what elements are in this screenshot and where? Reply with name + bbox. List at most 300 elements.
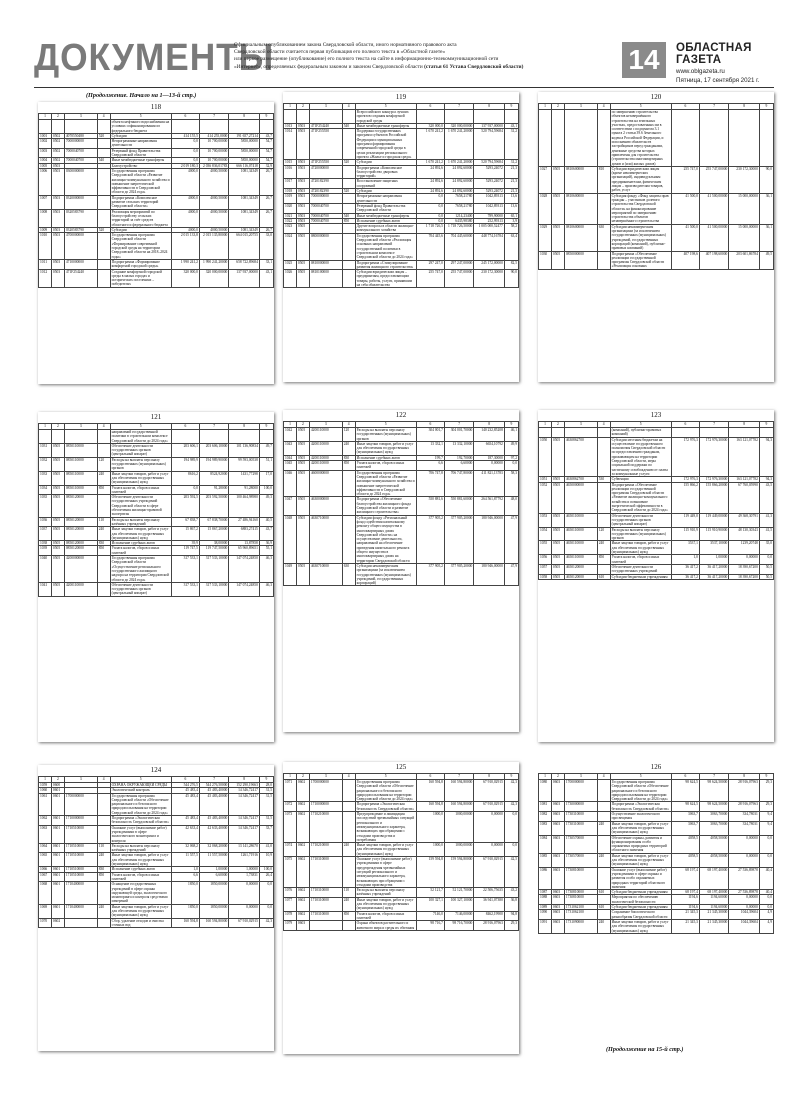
table-cell: 120: [97, 457, 110, 471]
table-cell: 240: [97, 904, 110, 918]
table-cell: 32 068,20000: [199, 843, 228, 853]
table-cell: 13 332,1: [416, 441, 444, 455]
table-cell: 377 905,2: [416, 515, 444, 563]
table-cell: 0505: [296, 461, 309, 471]
table-cell: 1073: [284, 812, 297, 843]
column-header: 5: [110, 424, 171, 430]
table-row: [284, 470, 519, 497]
column-header: 4: [597, 774, 610, 780]
table-cell: 10 700,00000: [199, 148, 228, 158]
table-row: [39, 918, 274, 928]
table-cell: 1431,77298: [229, 471, 260, 485]
table-cell: Расходы на выплаты персоналу государственных (муниципальных) органов: [610, 527, 671, 541]
table-cell: 7000040700: [309, 213, 342, 218]
table-cell: [597, 835, 610, 853]
table-cell: Субсидии юридическим лицам (кроме некоммерческих организаций), индивидуальным предпринимателям, физическим лицам – производителям товаров, работ, услуг: [610, 166, 671, 193]
table-cell: 6435,98380: [444, 218, 473, 223]
table-cell: Иные закупки товаров, работ и услуг для обеспечения государственных (муниципальных) нужд: [610, 541, 671, 555]
table-cell: Подпрограмма «Комплексное благоустройство дворовых территорий»: [355, 165, 416, 179]
table-cell: 471F254240: [64, 269, 97, 287]
table-cell: [97, 269, 110, 287]
table-cell: 1045: [284, 461, 297, 471]
table-cell: 264 561,87792: [474, 497, 505, 515]
table-cell: Иные закупки товаров, работ и услуг для обеспечения государственных (муниципальных) нужд: [610, 821, 671, 835]
table-row: [539, 867, 774, 889]
table-row: [284, 233, 519, 260]
table-cell: 1029: [539, 224, 552, 251]
column-header: 3: [564, 774, 597, 780]
table-cell: 448 774,16784: [474, 233, 505, 260]
table-cell: Подпрограмма «Обеспечение реализации государственной программы Свердловской области «Реализация основных: [610, 251, 671, 269]
table-cell: 31,2: [504, 160, 518, 165]
table-cell: 4630862700: [564, 437, 597, 477]
table-cell: 1730000000: [564, 802, 597, 812]
table-cell: 0,00000: [729, 555, 760, 565]
table-row: [539, 437, 774, 477]
table-cell: 1057: [539, 564, 552, 574]
table-cell: 0602: [51, 918, 64, 928]
table-cell: [474, 110, 505, 124]
column-header: 7: [699, 104, 728, 110]
table-cell: 7000000000: [309, 194, 342, 204]
table-cell: 2 036 836,01783: [199, 163, 228, 168]
table-cell: Расходы на выплаты персоналу казённых учреждений: [355, 888, 416, 898]
table-cell: Подпрограмма «Экологическая безопасность Свердловской области»: [355, 802, 416, 812]
table-cell: 0503: [296, 123, 309, 128]
table-row: [39, 527, 274, 541]
table-cell: 0503: [51, 233, 64, 260]
sheet-number: 119: [395, 93, 407, 101]
table-row: [539, 541, 774, 555]
table-cell: 0,00000: [729, 835, 760, 853]
budget-table: [283, 421, 519, 586]
table-cell: 1013: [284, 123, 297, 128]
table-row: [539, 166, 774, 193]
table-cell: 0505: [51, 582, 64, 596]
table-cell: 1041: [39, 582, 52, 596]
table-cell: 320 000,0: [416, 123, 444, 128]
table-cell: 1730810000: [564, 867, 597, 889]
table-cell: 1052: [539, 482, 552, 513]
table-cell: Подпрограмма «Обеспечение благоустройства жилищного фонда Свердловской области и развитие жилищного строительства»: [355, 497, 416, 515]
table-cell: 317 533,10000: [199, 556, 228, 583]
table-cell: 3063,70000: [699, 812, 728, 822]
table-cell: 7000040700: [309, 203, 342, 213]
table-cell: 4630710000: [309, 515, 342, 563]
table-cell: 47,9: [504, 515, 518, 563]
table-cell: Расходы на выплаты персоналу государственных (муниципальных) органов: [110, 457, 171, 471]
table-cell: [97, 148, 110, 158]
table-cell: 240: [597, 821, 610, 835]
table-cell: [171, 430, 199, 444]
table-cell: 1059: [39, 783, 52, 788]
sheet-number: 124: [150, 766, 162, 774]
table-cell: 304 001,70000: [444, 428, 473, 442]
table-cell: [284, 110, 297, 124]
column-header: 2: [551, 104, 564, 110]
table-cell: 137 937,00000: [474, 123, 505, 128]
table-row: [39, 882, 274, 904]
table-cell: 4600000000: [309, 470, 342, 497]
table-row: [284, 911, 519, 921]
table-cell: 8462,19900: [474, 911, 505, 921]
table-cell: 4650120000: [564, 574, 597, 579]
sheet-number: 123: [650, 411, 662, 419]
column-header: 5: [610, 774, 671, 780]
table-cell: 377 905,20000: [444, 515, 473, 563]
column-header: 6: [171, 114, 199, 120]
column-header: 2: [51, 424, 64, 430]
table-cell: 550 881,60000: [444, 497, 473, 515]
column-header: 4: [97, 777, 110, 783]
table-cell: 1028: [539, 193, 552, 224]
table-cell: 160 594,80000: [444, 780, 473, 802]
table-cell: 0300000000: [64, 168, 97, 195]
table-cell: [97, 233, 110, 260]
table-cell: 15 000,00000: [729, 224, 760, 251]
table-row: [284, 270, 519, 288]
table-cell: 0,0: [759, 853, 773, 867]
table-cell: 1194,6: [671, 905, 699, 910]
table-cell: 0,00000: [229, 882, 260, 904]
table-cell: 0601: [51, 872, 64, 882]
table-cell: 192,70000: [444, 455, 473, 460]
table-cell: [729, 428, 760, 438]
table-cell: 3063,70000: [699, 821, 728, 835]
table-cell: 0,00000: [729, 905, 760, 910]
table-cell: Сохранение биологического разнообразия Свердловской области: [610, 910, 671, 920]
table-cell: 610: [597, 890, 610, 895]
table-row: [284, 179, 519, 189]
table-cell: 4000,50000: [199, 168, 228, 195]
table-cell: Другие вопросы в области жилищно-коммунального хозяйства: [355, 224, 416, 234]
table-cell: 240: [97, 527, 110, 541]
table-cell: 36 417,2: [671, 574, 699, 579]
table-cell: 0503: [51, 163, 64, 168]
table-cell: Субсидии некоммерческим организациям (за исключением государственных (муниципальных) учреждений, государственных корпораций (компаний), публично-правовых компаний): [610, 224, 671, 251]
table-cell: Подпрограмма «Формирование комфортной городской среды»: [110, 259, 171, 269]
table-row: [539, 428, 774, 438]
table-cell: 31,5: [259, 793, 273, 815]
table-cell: 0601: [51, 853, 64, 867]
table-row: [39, 904, 274, 918]
table-cell: Государственная программа Свердловской области «Реализация основных направлений государственной политики в строительном комплексе Свердловской области до 2024 года»: [355, 233, 416, 260]
table-cell: 9,4: [759, 821, 773, 835]
table-row: [39, 195, 274, 209]
table-cell: 317 533,10000: [199, 582, 228, 596]
table-cell: 245 172,00000: [474, 260, 505, 270]
table-cell: [342, 470, 355, 497]
table-cell: 1022: [284, 218, 297, 223]
table-cell: Иные закупки товаров, работ и услуг для обеспечения государственных (муниципальных) нужд: [610, 853, 671, 867]
table-row: [539, 890, 774, 895]
table-cell: [342, 110, 355, 124]
table-cell: 1031: [39, 443, 52, 457]
table-cell: 94,8: [504, 911, 518, 921]
column-header: 9: [759, 104, 773, 110]
column-header: 8: [729, 104, 760, 110]
table-cell: 14 346,72417: [229, 788, 260, 793]
table-row: [284, 203, 519, 213]
column-header: 4: [97, 424, 110, 430]
table-row: [539, 555, 774, 565]
table-cell: 7146,00000: [444, 911, 473, 921]
table-cell: 1033: [39, 471, 52, 485]
table-cell: 36 417,20000: [699, 574, 728, 579]
table-cell: [342, 921, 355, 931]
table-cell: 0,0: [416, 213, 444, 218]
table-cell: 6,6: [171, 872, 199, 882]
table-row: [39, 582, 274, 596]
table-cell: 0,0: [504, 812, 518, 843]
sheet-123: [538, 410, 774, 742]
table-row: [284, 194, 519, 204]
table-cell: 0505: [51, 527, 64, 541]
table-cell: 0505: [551, 193, 564, 224]
table-cell: 1037: [39, 527, 52, 541]
table-cell: 49,3: [259, 495, 273, 517]
table-cell: Исполнение судебных актов: [355, 218, 416, 223]
table-cell: 119 449,00000: [699, 513, 728, 527]
table-cell: 67 760,05990: [729, 482, 760, 513]
table-row: [539, 224, 774, 251]
table-cell: 172 976,3: [671, 437, 699, 477]
column-header: 1: [39, 114, 52, 120]
table-cell: 4000,0: [171, 209, 199, 227]
table-cell: 0505: [51, 471, 64, 485]
table-cell: объекта нефтяного водоснабжения на условиях софинансирования из федерального бюджета: [110, 120, 171, 134]
table-cell: Благоустройство: [110, 163, 171, 168]
table-cell: 1074: [284, 843, 297, 857]
table-cell: 0505: [551, 527, 564, 541]
sheet-120: [538, 92, 774, 382]
table-cell: 3063,7: [671, 812, 699, 822]
table-cell: 1 670 241,20000: [444, 160, 473, 165]
table-cell: 1000,0: [416, 812, 444, 843]
table-cell: 7146,0: [416, 911, 444, 921]
table-cell: 1076: [284, 888, 297, 898]
table-cell: Непрограммные направления деятельности: [110, 139, 171, 149]
table-cell: 13,87858: [229, 541, 260, 546]
table-cell: 13,6: [504, 194, 518, 204]
table-cell: 704 445,60000: [444, 233, 473, 260]
table-cell: 0810000000: [309, 260, 342, 270]
table-cell: 1700000000: [564, 780, 597, 802]
table-cell: 7658,21780: [444, 194, 473, 204]
table-cell: [671, 110, 699, 167]
table-cell: 1710400000: [64, 882, 97, 904]
table-cell: 203 601,86784: [729, 251, 760, 269]
table-row: [284, 461, 519, 471]
table-cell: 98 624,5: [671, 802, 699, 812]
table-cell: 1 005 000,52477: [474, 224, 505, 234]
page-number: 14: [622, 42, 666, 78]
table-cell: [416, 110, 444, 124]
table-cell: 1239,20748: [729, 541, 760, 555]
table-cell: 1 718 726,50000: [444, 224, 473, 234]
table-cell: Субсидии: [110, 133, 171, 138]
table-cell: 550 881,6: [416, 497, 444, 515]
column-header: 3: [564, 104, 597, 110]
table-cell: 4200110000: [309, 455, 342, 460]
table-cell: 1,00000: [229, 867, 260, 872]
table-cell: 18 390,67200: [729, 574, 760, 579]
table-cell: 33,1: [259, 259, 273, 269]
table-row: [539, 110, 774, 167]
table-cell: 1710310000: [309, 911, 342, 921]
table-cell: [564, 428, 597, 438]
table-cell: 230 172,30000: [729, 166, 760, 193]
column-header: 1: [284, 422, 297, 428]
table-cell: 13 141,28670: [229, 843, 260, 853]
table-cell: 0601: [51, 867, 64, 872]
table-cell: 52 121,70000: [444, 888, 473, 898]
table-cell: [342, 233, 355, 260]
table-cell: 0,00000: [229, 904, 260, 918]
table-cell: 240: [97, 853, 110, 867]
table-cell: 1019: [284, 194, 297, 204]
table-cell: [229, 430, 260, 444]
table-cell: 120: [342, 428, 355, 442]
table-cell: 41 500,00000: [699, 224, 728, 251]
table-cell: 0,0: [759, 835, 773, 853]
table-cell: 42,5: [504, 857, 518, 888]
table-cell: [229, 120, 260, 134]
table-cell: 0,0: [759, 905, 773, 910]
table-cell: 810: [597, 166, 610, 193]
table-cell: 49 368,30791: [729, 513, 760, 527]
column-header: 8: [474, 774, 505, 780]
table-cell: 3,9: [504, 218, 518, 223]
table-cell: 0505: [551, 541, 564, 555]
table-cell: 187,30000: [474, 455, 505, 460]
newspaper-masthead: [676, 42, 776, 84]
table-cell: 0603: [551, 867, 564, 889]
table-cell: 6654,10792: [474, 441, 505, 455]
column-header: 5: [110, 777, 171, 783]
table-cell: 0505: [551, 477, 564, 482]
table-cell: [671, 428, 699, 438]
column-header: 6: [171, 424, 199, 430]
column-header: 1: [39, 777, 52, 783]
table-cell: 407 198,60000: [699, 251, 728, 269]
table-cell: 377 905,2: [416, 563, 444, 585]
table-cell: 17,0: [259, 471, 273, 485]
table-cell: 31,2: [504, 129, 518, 160]
table-row: [284, 857, 519, 888]
table-cell: 43,2: [504, 888, 518, 898]
table-cell: [597, 910, 610, 920]
table-cell: 1081,34349: [229, 195, 260, 209]
table-row: [39, 471, 274, 485]
table-cell: 0,0: [171, 148, 199, 158]
table-cell: 3537,10000: [699, 541, 728, 555]
table-cell: 1710510000: [64, 867, 97, 872]
table-cell: 0850120000: [64, 495, 97, 517]
table-cell: 297 247,0: [416, 260, 444, 270]
table-row: [539, 895, 774, 905]
table-cell: 1,0: [171, 867, 199, 872]
column-header: 1: [539, 774, 552, 780]
table-cell: 48,0: [504, 497, 518, 515]
table-cell: 320 000,00000: [199, 269, 228, 287]
table-cell: 191 657,27214: [229, 133, 260, 138]
table-cell: 471F255550: [309, 160, 342, 165]
table-cell: 0503: [51, 195, 64, 209]
table-cell: [597, 895, 610, 905]
table-cell: 471F255550: [309, 129, 342, 160]
table-cell: 159 594,80000: [444, 857, 473, 888]
table-cell: 13,6: [504, 203, 518, 213]
table-cell: [97, 139, 110, 149]
table-cell: 97,2: [504, 455, 518, 460]
table-cell: 0505: [551, 482, 564, 513]
table-cell: 43,1: [259, 269, 273, 287]
table-cell: 1710510000: [64, 853, 97, 867]
table-cell: 51,1: [259, 457, 273, 471]
table-cell: 1064: [39, 843, 52, 853]
table-cell: 4200110000: [309, 428, 342, 442]
table-cell: 11 557,5: [171, 853, 199, 867]
table-row: [539, 513, 774, 527]
table-cell: 199,7: [416, 455, 444, 460]
table-row: [284, 780, 519, 802]
table-cell: 0603: [551, 802, 564, 812]
table-cell: [551, 110, 564, 167]
column-header: 8: [229, 424, 260, 430]
table-cell: 28,0: [259, 783, 273, 788]
table-cell: 5293,24072: [474, 189, 505, 194]
table-cell: 4630710000: [309, 563, 342, 585]
table-cell: 5850,00000: [229, 148, 260, 158]
table-cell: 21 345,30000: [699, 910, 728, 920]
table-cell: Субсидии: [110, 227, 171, 232]
table-cell: 0502: [51, 158, 64, 163]
table-cell: 320 000,00000: [444, 123, 473, 128]
table-cell: 41,0: [259, 843, 273, 853]
table-row: [39, 556, 274, 583]
table-cell: 0,0: [416, 203, 444, 213]
table-cell: 67 838,7: [171, 517, 199, 527]
table-cell: 850: [597, 555, 610, 565]
table-cell: 0505: [551, 437, 564, 477]
table-cell: 0850110000: [64, 457, 97, 471]
table-cell: 147 074,24850: [229, 556, 260, 583]
sheet-125: [283, 762, 519, 1054]
table-cell: Непрограммные направления деятельности: [355, 194, 416, 204]
table-cell: 65,1: [504, 213, 518, 218]
table-cell: 45 483,4: [171, 816, 199, 826]
table-cell: 67 910,02915: [474, 802, 505, 812]
table-row: [284, 110, 519, 124]
table-cell: [342, 857, 355, 888]
table-cell: 0502: [51, 133, 64, 138]
table-cell: 520: [97, 227, 110, 232]
column-header: 5: [610, 422, 671, 428]
table-row: [539, 574, 774, 579]
table-cell: 1086: [539, 867, 552, 889]
table-cell: 0,0: [759, 895, 773, 905]
table-cell: 0600: [51, 783, 64, 788]
table-cell: 40,4: [759, 890, 773, 895]
table-cell: [97, 825, 110, 843]
table-cell: 255 747,00000: [444, 270, 473, 288]
table-row: [284, 843, 519, 857]
table-cell: Уплата налогов, сборов и иных платежей: [110, 546, 171, 556]
table-cell: 8524,92000: [199, 471, 228, 485]
table-row: [39, 269, 274, 287]
column-header: 2: [296, 104, 309, 110]
